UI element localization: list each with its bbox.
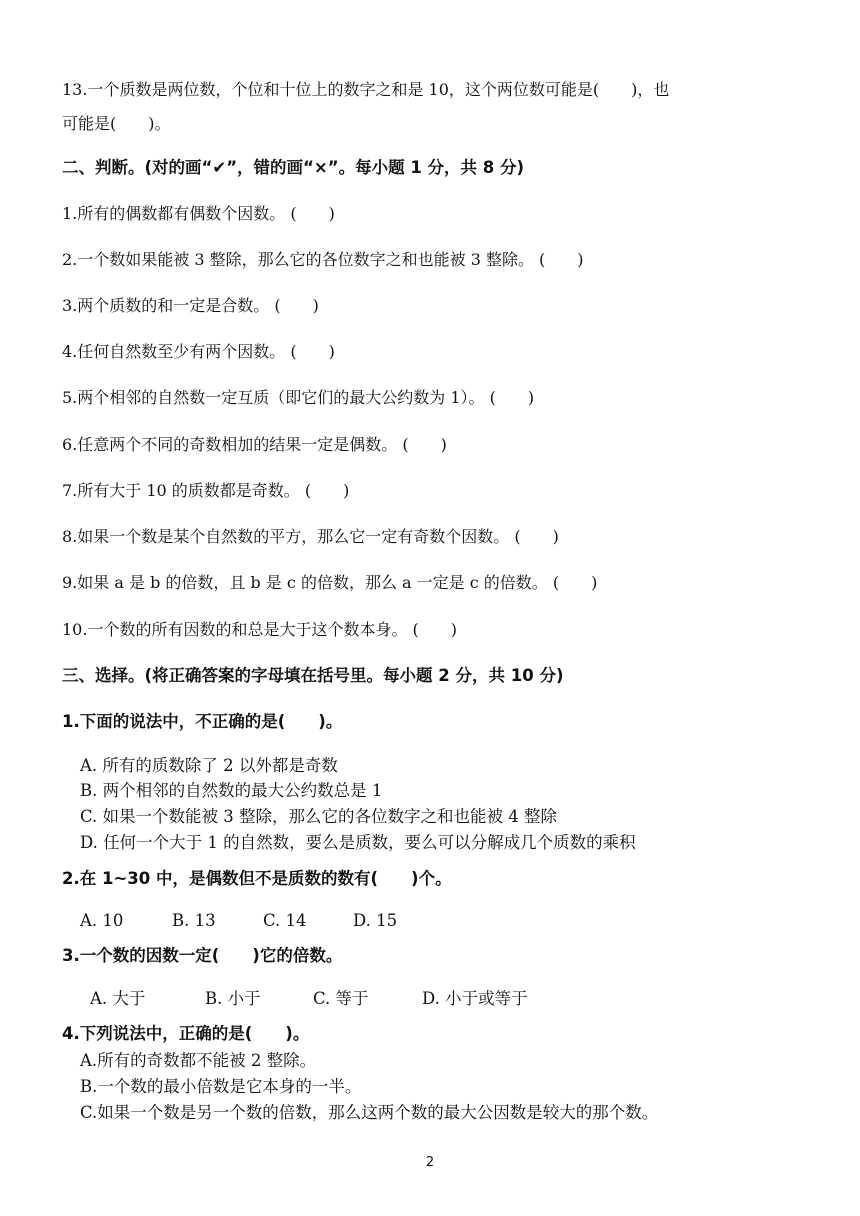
tf-item-2: 2.一个数如果能被 3 整除，那么它的各位数字之和也能被 3 整除。 ( ) (62, 250, 584, 269)
mc-q2-option-b: B. 13 (172, 911, 216, 930)
tf-item-8: 8.如果一个数是某个自然数的平方，那么它一定有奇数个因数。 ( ) (62, 527, 559, 546)
mc-q4-option-c: C.如果一个数是另一个数的倍数，那么这两个数的最大公因数是较大的那个数。 (80, 1103, 659, 1122)
mc-q4-option-b: B.一个数的最小倍数是它本身的一半。 (80, 1077, 362, 1096)
tf-item-10: 10.一个数的所有因数的和总是大于这个数本身。 ( ) (62, 620, 458, 639)
mc-q1-option-d: D. 任何一个大于 1 的自然数，要么是质数，要么可以分解成几个质数的乘积 (80, 833, 636, 852)
mc-q3-option-a: A. 大于 (90, 989, 146, 1008)
tf-item-7: 7.所有大于 10 的质数都是奇数。 ( ) (62, 481, 350, 500)
tf-item-9: 9.如果 a 是 b 的倍数，且 b 是 c 的倍数，那么 a 一定是 c 的倍数。 ( ) (62, 573, 598, 592)
mc-q3-option-b: B. 小于 (205, 989, 261, 1008)
mc-q1-option-a: A. 所有的质数除了 2 以外都是奇数 (80, 756, 338, 775)
mc-q3-option-c: C. 等于 (313, 989, 369, 1008)
mc-q2-option-a: A. 10 (80, 911, 124, 930)
mc-q2-option-c: C. 14 (263, 911, 307, 930)
tf-item-6: 6.任意两个不同的奇数相加的结果一定是偶数。 ( ) (62, 435, 447, 454)
mc-q4-option-a: A.所有的奇数都不能被 2 整除。 (80, 1051, 317, 1070)
mc-q2-option-d: D. 15 (353, 911, 398, 930)
mc-q1-stem: 1.下面的说法中，不正确的是( )。 (62, 712, 343, 731)
q13-line2: 可能是( )。 (62, 114, 171, 133)
tf-item-4: 4.任何自然数至少有两个因数。 ( ) (62, 342, 335, 361)
section3-heading: 三、选择。(将正确答案的字母填在括号里。每小题 2 分，共 10 分) (62, 666, 564, 685)
mc-q1-option-b: B. 两个相邻的自然数的最大公约数总是 1 (80, 781, 383, 800)
tf-item-5: 5.两个相邻的自然数一定互质（即它们的最大公约数为 1）。 ( ) (62, 388, 535, 407)
q13-line1: 13.一个质数是两位数，个位和十位上的数字之和是 10，这个两位数可能是( )，也 (62, 80, 670, 99)
section2-heading: 二、判断。(对的画“✔”，错的画“×”。每小题 1 分，共 8 分) (62, 158, 525, 177)
mc-q3-stem: 3.一个数的因数一定( )它的倍数。 (62, 946, 343, 965)
mc-q2-stem: 2.在 1~30 中，是偶数但不是质数的数有( )个。 (62, 869, 452, 888)
tf-item-1: 1.所有的偶数都有偶数个因数。 ( ) (62, 204, 335, 223)
tf-item-3: 3.两个质数的和一定是合数。 ( ) (62, 296, 319, 315)
page-number: 2 (425, 1155, 435, 1170)
mc-q1-option-c: C. 如果一个数能被 3 整除，那么它的各位数字之和也能被 4 整除 (80, 807, 558, 826)
mc-q4-stem: 4.下列说法中，正确的是( )。 (62, 1024, 310, 1043)
mc-q3-option-d: D. 小于或等于 (422, 989, 528, 1008)
